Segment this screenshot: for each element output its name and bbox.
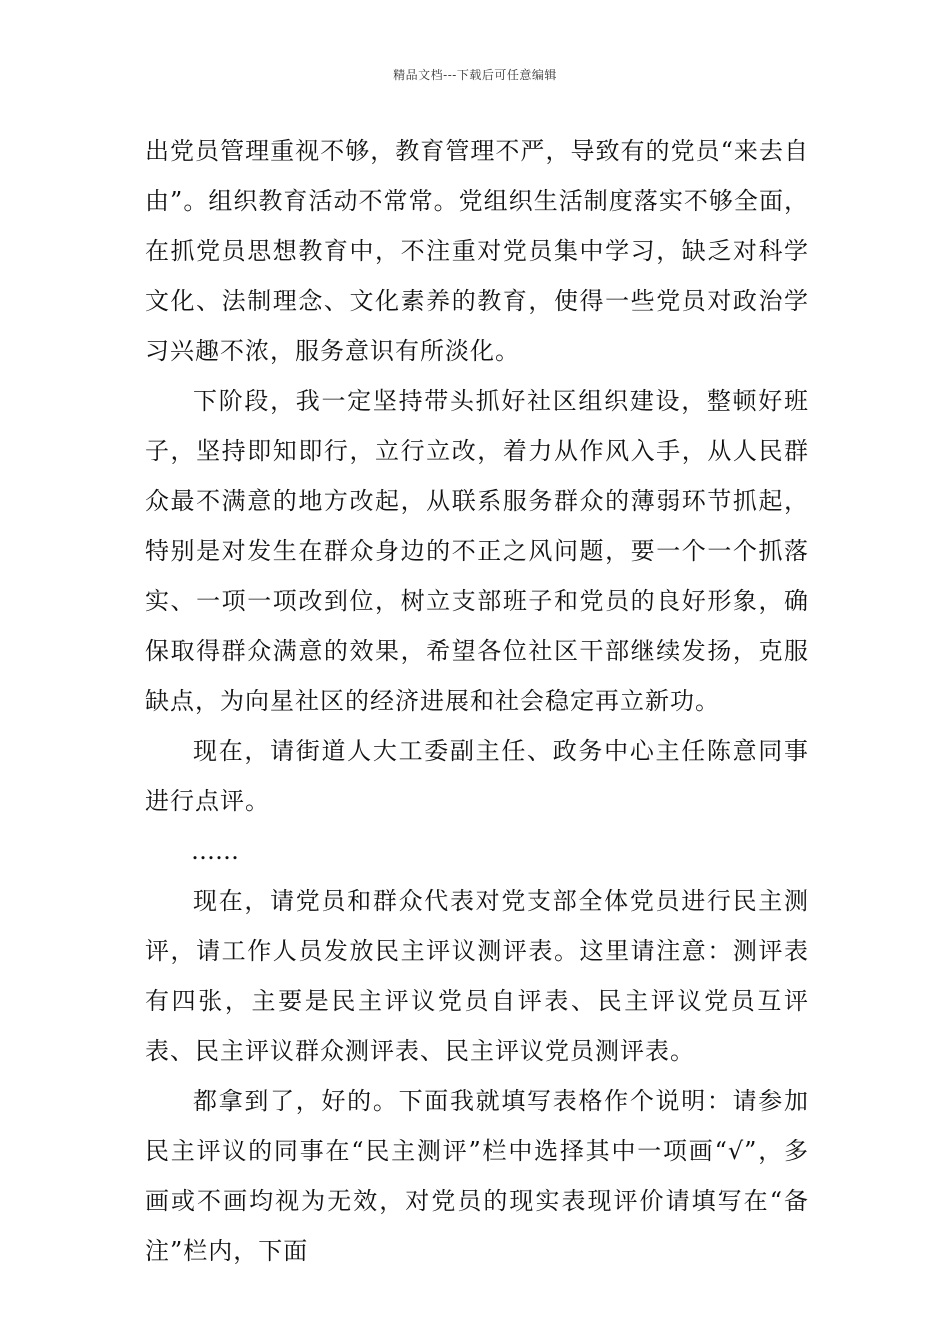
paragraph-3: 现在，请街道人大工委副主任、政务中心主任陈意同事进行点评。 <box>145 737 809 815</box>
paragraph-5: 都拿到了，好的。下面我就填写表格作个说明：请参加民主评议的同事在“民主测评”栏中选择其中一项画“√”，多画或不画均视为无效，对党员的现实表现评价请填写在“备注”栏内，下面 <box>145 1087 809 1265</box>
paragraph-1: 出党员管理重视不够，教育管理不严，导致有的党员“来去自由”。组织教育活动不常常。党组织生活制度落实不够全面，在抓党员思想教育中，不注重对党员集中学习，缺乏对科学文化、法制理念、文化素养的教育，使得一些党员对政治学习兴趣不浓，服务意识有所淡化。 <box>145 137 809 365</box>
document-body <box>145 126 809 1276</box>
paragraph-2: 下阶段，我一定坚持带头抓好社区组织建设，整顿好班子，坚持即知即行，立行立改，着力从作风入手，从人民群众最不满意的地方改起，从联系服务群众的薄弱环节抓起，特别是对发生在群众身边的不正之风问题，要一个一个抓落实、一项一项改到位，树立支部班子和党员的良好形象，确保取得群众满意的效果，希望各位社区干部继续发扬，克服缺点，为向星社区的经济进展和社会稳定再立新功。 <box>145 387 809 715</box>
paragraph-4: 现在，请党员和群众代表对党支部全体党员进行民主测评，请工作人员发放民主评议测评表。这里请注意：测评表有四张，主要是民主评议党员自评表、民主评议党员互评表、民主评议群众测评表、民主评议党员测评表。 <box>145 887 809 1065</box>
page-header: 精品文档---下载后可任意编辑 <box>393 68 557 82</box>
ellipsis-line: …… <box>191 837 239 865</box>
